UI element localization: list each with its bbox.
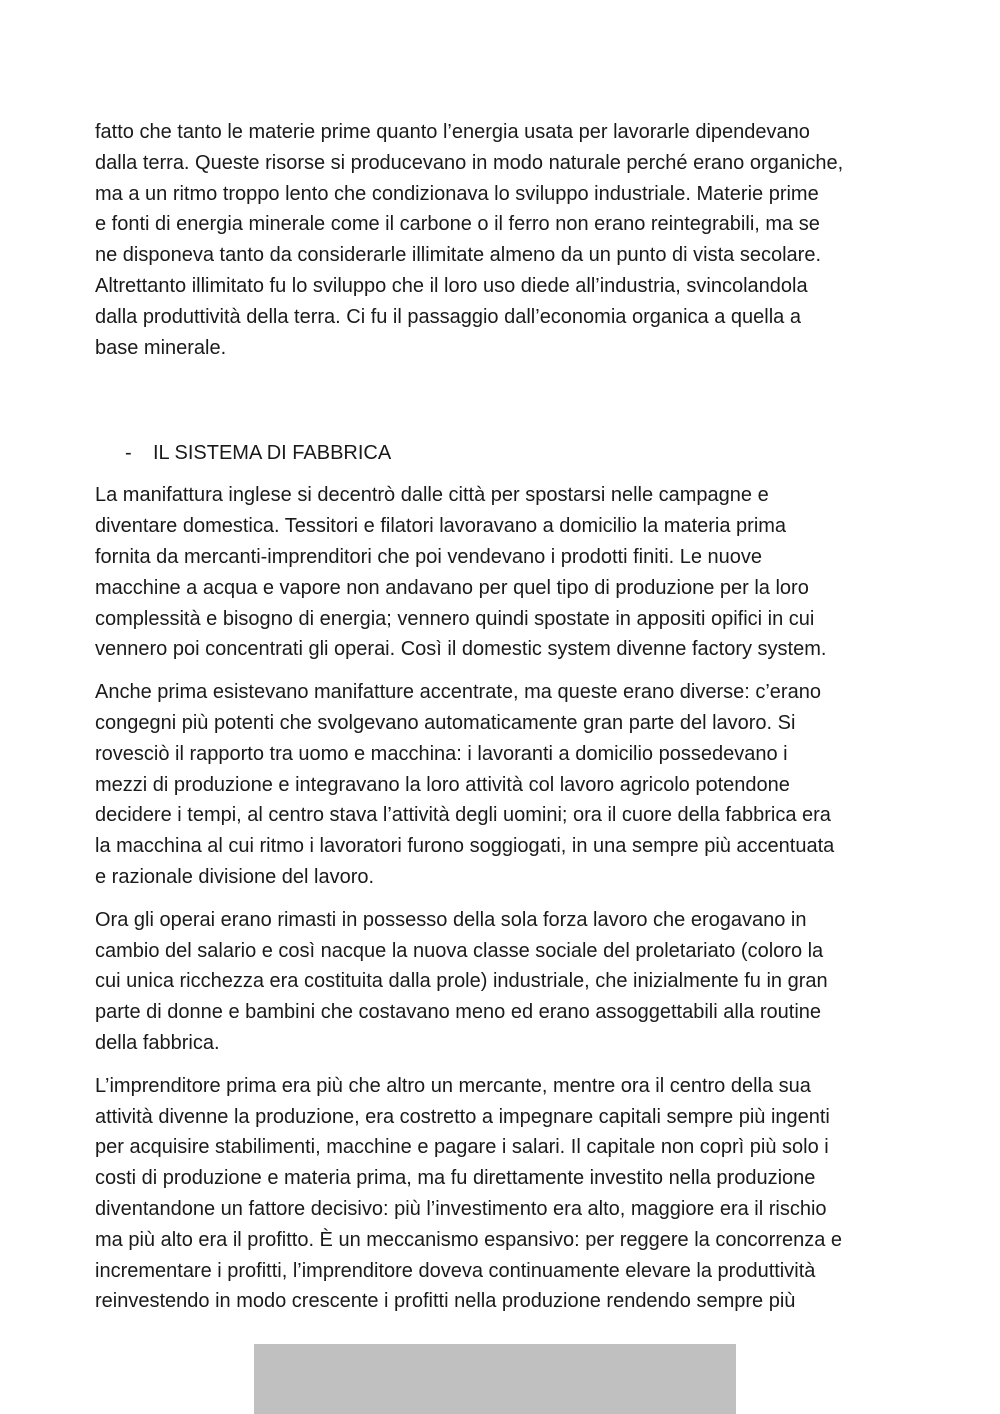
paragraph-manifatture-accentrate: Anche prima esistevano manifatture accentrate, ma queste erano diverse: c’erano congegni più potenti che svolgevano automaticamente gran parte del lavoro. Si rovesciò il rapporto tra uomo e macchina: i lavoranti a domicilio possedevano i mezzi di produzione e integravano la loro attività col lavoro agricolo potendone decidere i tempi, al centro stava l’attività degli uomini; ora il cuore della fabbrica era la macchina al cui ritmo i lavoratori furono soggiogati, in una sempre più accentuata e razionale divisione del lavoro. xyxy=(95,681,835,888)
paragraph-imprenditore: L’imprenditore prima era più che altro un mercante, mentre ora il centro della sua attività divenne la produzione, era costretto a impegnare capitali sempre più ingenti per acquisire stabilimenti, macchine e pagare i salari. Il capitale non coprì più solo i costi di produzione e materia prima, ma fu direttamente investito nella produzione diventandone un fattore decisivo: più l’investimento era alto, maggiore era il rischio ma più alto era il profitto. È un meccanismo espansivo: per reggere la concorrenza e incrementare i profitti, l’imprenditore doveva continuamente elevare la produttività reinvestendo in modo crescente i profitti nella produzione rendendo sempre più xyxy=(95,1074,843,1313)
paragraph-manifattura: La manifattura inglese si decentrò dalle città per spostarsi nelle campagne e diventare domestica. Tessitori e filatori lavoravano a domicilio la materia prima fornita da mercanti-imprenditori che poi vendevano i prodotti finiti. Le nuove macchine a acqua e vapore non andavano per quel tipo di produzione per la loro complessità e bisogno di energia; vennero quindi spostate in appositi opifici in cui vennero poi concentrati gli operai. Così il domestic system divenne factory system. xyxy=(95,484,827,661)
section-title: IL SISTEMA DI FABBRICA xyxy=(153,442,392,465)
paragraph-operai: Ora gli operai erano rimasti in possesso della sola forza lavoro che erogavano in cambio del salario e così nacque la nuova classe sociale del proletariato (coloro la cui unica ricchezza era costituita dalla prole) industriale, che inizialmente fu in gran parte di donne e bambini che costavano meno ed erano assoggettabili alla routine della fabbrica. xyxy=(95,908,828,1054)
bullet-dash: - xyxy=(125,442,132,465)
document-body xyxy=(95,117,910,1329)
paragraph-intro: fatto che tanto le materie prime quanto l’energia usata per lavorarle dipendevano dalla terra. Queste risorse si producevano in modo naturale perché erano organiche, ma a un ritmo troppo lento che condizionava lo sviluppo industriale. Materie prime e fonti di energia minerale come il carbone o il ferro non erano reintegrabili, ma se ne disponeva tanto da considerarle illimitate almeno da un punto di vista secolare. Altrettanto illimitato fu lo sviluppo che il loro uso diede all’industria, svincolandola dalla produttività della terra. Ci fu il passaggio dall’economia organica a quella a base minerale. xyxy=(95,121,844,359)
section-heading xyxy=(95,438,910,468)
footer-placeholder-box xyxy=(254,1344,736,1414)
